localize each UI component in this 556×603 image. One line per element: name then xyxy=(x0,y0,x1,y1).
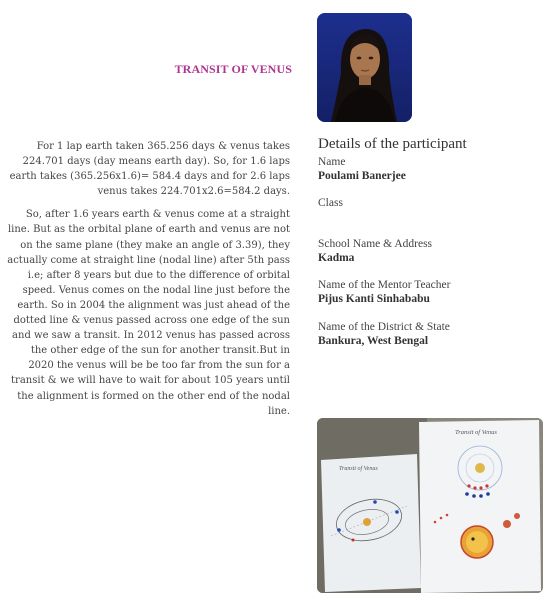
right-chart-title: Transit of Venus xyxy=(455,429,497,436)
class-label: Class xyxy=(318,197,343,209)
paragraph-2: So, after 1.6 years earth & venus come at a straight line. But as the orbital plane of earth and venus are not on the same plane (they make an angle of 3.39), they actually come at straight line (nodal line) after 5th pass i.e; after 8 years but due to the difference of orbital speed. Venus comes on the nodal line just before the earth. So in 2004 the alignment was just ahead of the dotted line & venus passed across one edge of the sun and we saw a transit. In 2012 venus has passed across the other edge of the sun for another transit.But in 2020 the venus will be be too far from the sun for a transit & we will have to wait for about 105 years until the alignment is formed on the other end of the nodal line. xyxy=(7,209,290,417)
name-label: Name xyxy=(318,156,346,168)
school-field xyxy=(318,237,548,265)
mentor-value: Pijus Kanti Sinhababu xyxy=(318,293,430,305)
article-title: TRANSIT OF VENUS xyxy=(174,62,292,76)
district-field xyxy=(318,320,548,348)
name-field xyxy=(318,155,548,183)
participant-photo xyxy=(317,13,412,122)
name-value: Poulami Banerjee xyxy=(318,170,406,182)
participant-details xyxy=(318,136,548,347)
school-label: School Name & Address xyxy=(318,238,433,250)
school-value: Kadma xyxy=(318,252,355,264)
left-chart xyxy=(321,454,421,592)
paragraph-1: For 1 lap earth taken 365.256 days & venus takes 224.701 days (day means earth day). So, for 1.6 laps earth takes (365.256x1.6)= 584.4 days and for 2.6 laps venus takes 224.701x2.6=584.2 days. xyxy=(9,141,290,198)
article-body xyxy=(4,139,290,427)
left-chart-title: Transit of Venus xyxy=(339,466,378,472)
mentor-label: Name of the Mentor Teacher xyxy=(318,279,451,291)
class-field xyxy=(318,196,548,210)
district-value: Bankura, West Bengal xyxy=(318,335,429,347)
district-label: Name of the District & State xyxy=(318,321,450,333)
mentor-field xyxy=(318,278,548,306)
right-chart xyxy=(419,420,541,593)
project-poster-photo xyxy=(317,418,543,593)
details-heading: Details of the participant xyxy=(318,136,467,152)
